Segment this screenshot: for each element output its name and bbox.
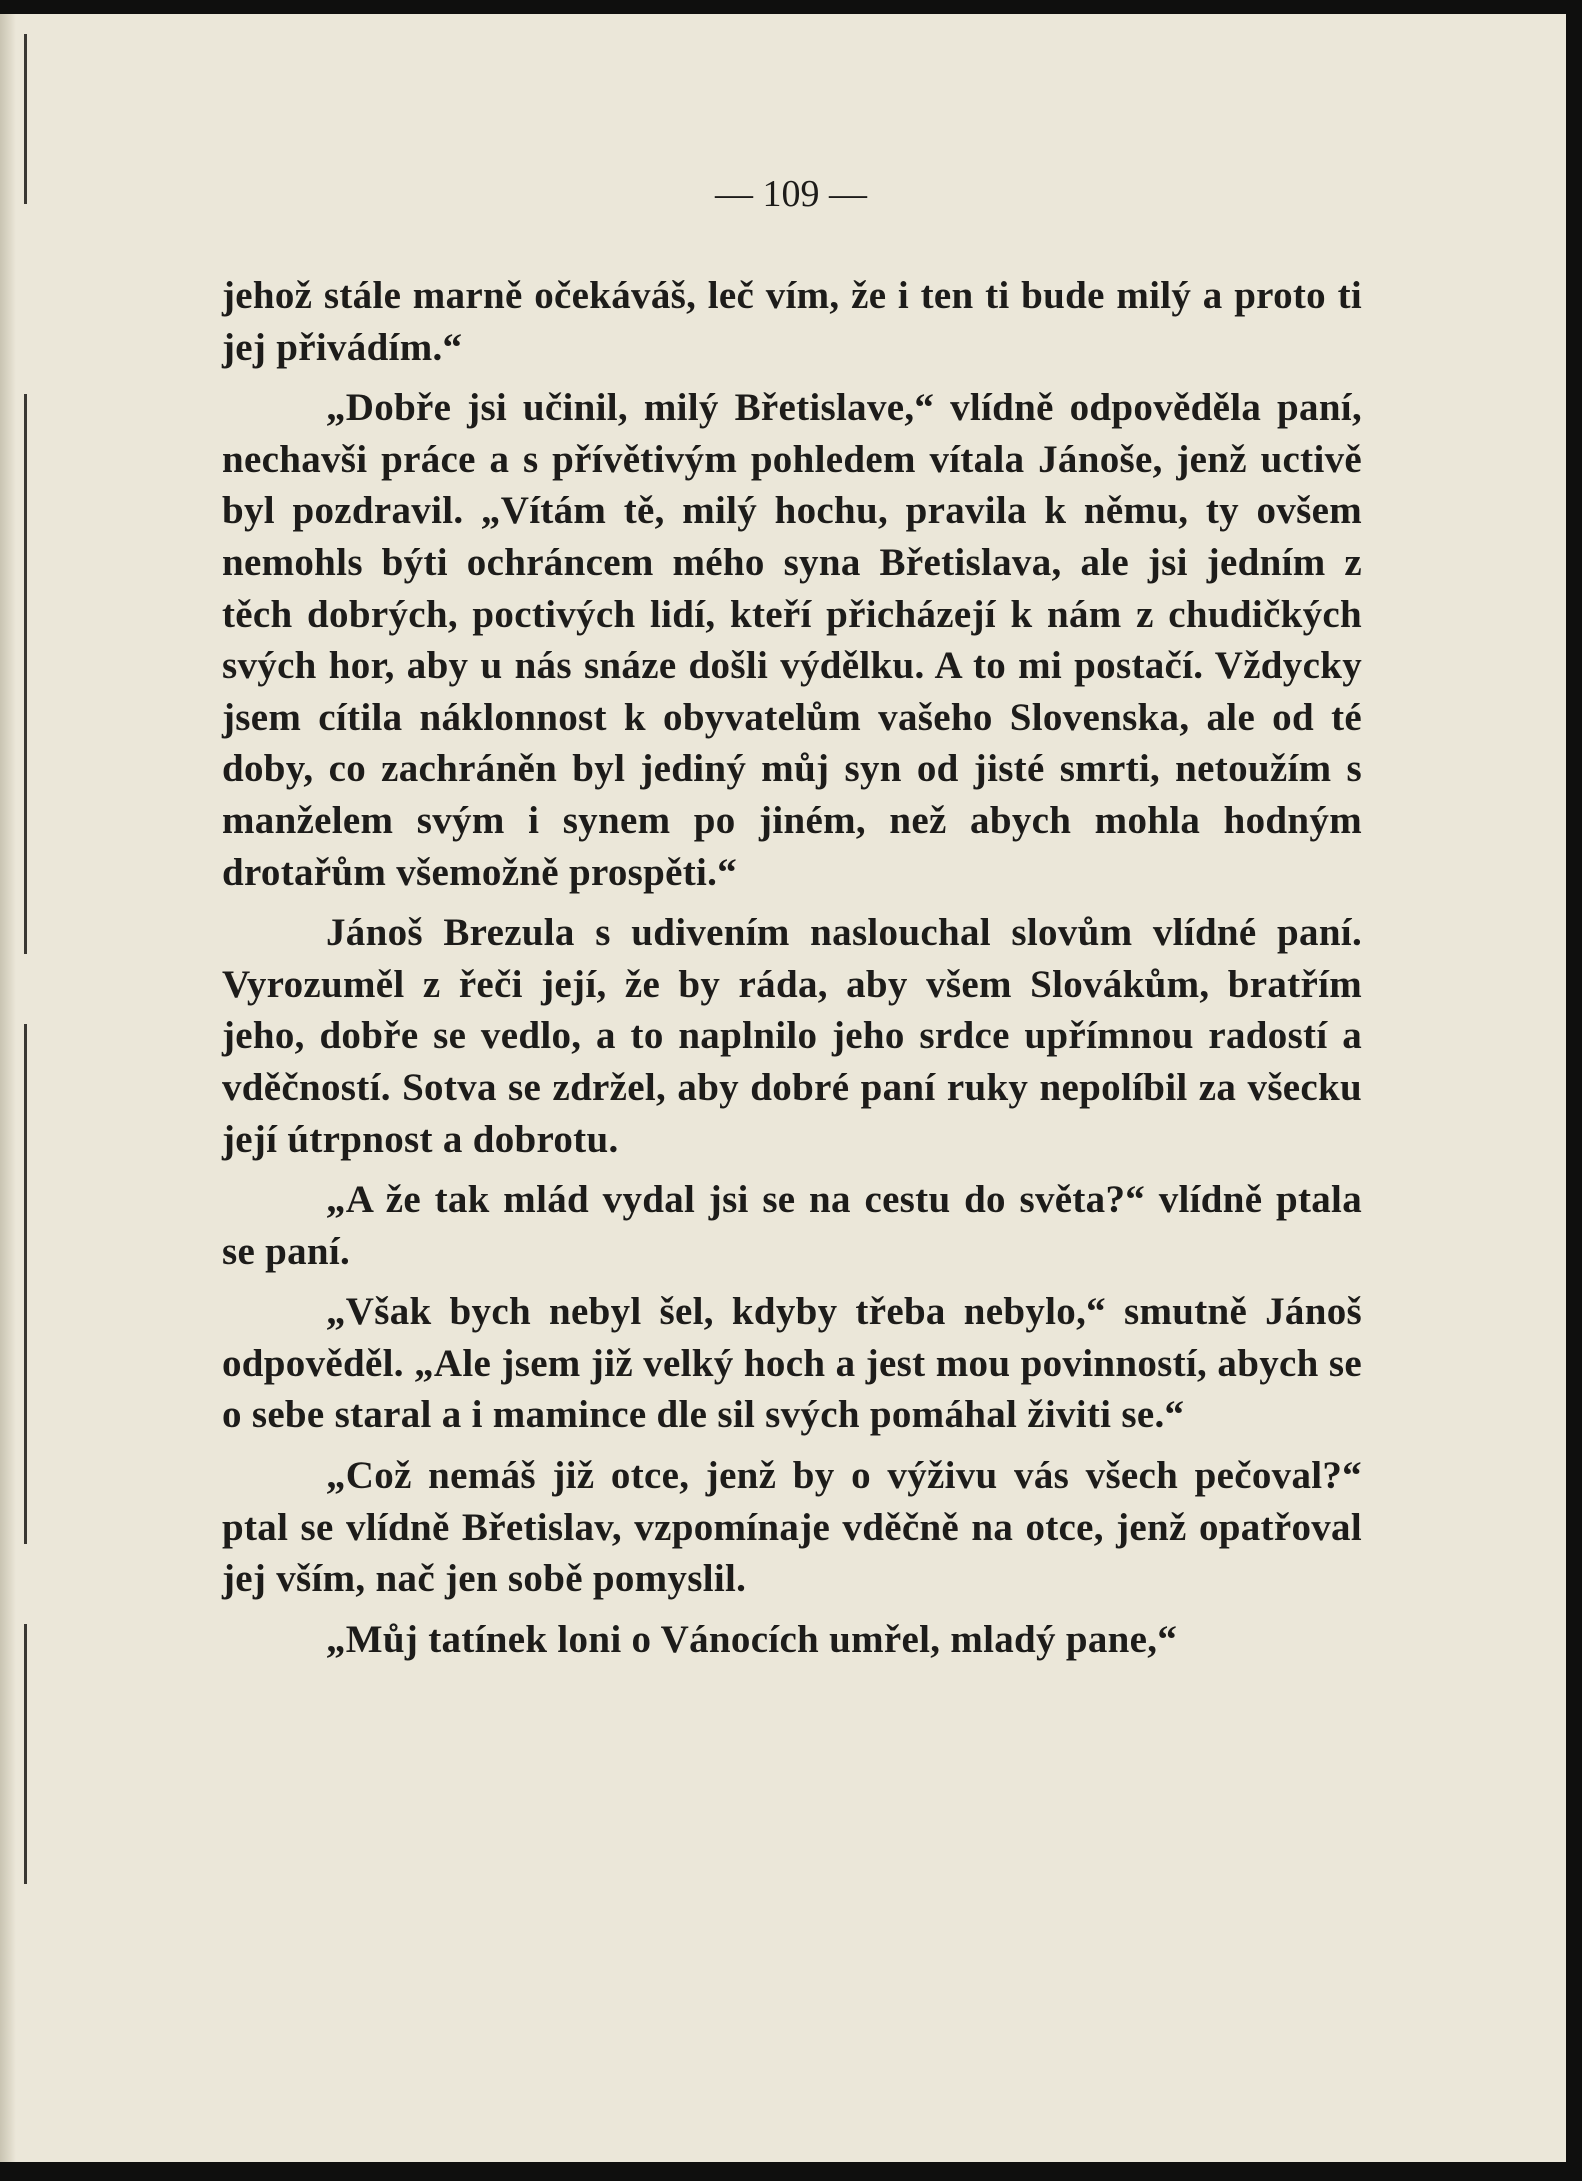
page-gutter-edge <box>0 14 16 2162</box>
paragraph: „A že tak mlád vydal jsi se na cestu do světa?“ vlídně ptala se paní. <box>222 1178 1362 1273</box>
book-page <box>0 14 1566 2162</box>
page-number: — 109 — <box>715 173 867 215</box>
binding-mark <box>24 1024 27 1544</box>
binding-mark <box>24 1624 27 1884</box>
paragraph: „Dobře jsi učinil, milý Břetislave,“ vlídně odpověděla paní, nechavši práce a s přívětivým pohledem vítala Jánoše, jenž uctivě byl pozdravil. „Vítám tě, milý hochu, pravila k němu, ty ovšem nemohls býti ochráncem mého syna Břetislava, ale jsi jedním z těch dobrých, poctivých lidí, kteří přicházejí k nám z chudičkých svých hor, aby u nás snáze došli výdělku. A to mi postačí. Vždycky jsem cítila náklonnost k obyvatelům vašeho Slovenska, ale od té doby, co zachráněn byl jediný můj syn od jisté smrti, netoužím s manželem svým i synem po jiném, než abych mohla hodným drotařům všemožně prospěti.“ <box>222 386 1362 894</box>
paragraph: „Můj tatínek loni o Vánocích umřel, mladý pane,“ <box>326 1617 1178 1661</box>
paragraph: „Však bych nebyl šel, kdyby třeba nebylo,“ smutně Jánoš odpověděl. „Ale jsem již velký hoch a jest mou povinností, abych se o sebe staral a i mamince dle sil svých pomáhal živiti se.“ <box>222 1290 1362 1437</box>
binding-mark <box>24 394 27 954</box>
paragraph: jehož stále marně očekáváš, leč vím, že i ten ti bude milý a proto ti jej přivádím.“ <box>222 274 1362 369</box>
paragraph: Jánoš Brezula s udivením naslouchal slovům vlídné paní. Vyrozuměl z řeči její, že by ráda, aby všem Slovákům, bratřím jeho, dobře se vedlo, a to naplnilo jeho srdce upřímnou radostí a vděčností. Sotva se zdržel, aby dobré paní ruky nepolíbil za všecku její útrpnost a dobrotu. <box>222 911 1362 1161</box>
body-text <box>222 270 1362 1665</box>
paragraph: „Což nemáš již otce, jenž by o výživu vás všech pečoval?“ ptal se vlídně Břetislav, vzpomínaje vděčně na otce, jenž opatřoval jej vším, nač jen sobě pomyslil. <box>222 1454 1362 1601</box>
